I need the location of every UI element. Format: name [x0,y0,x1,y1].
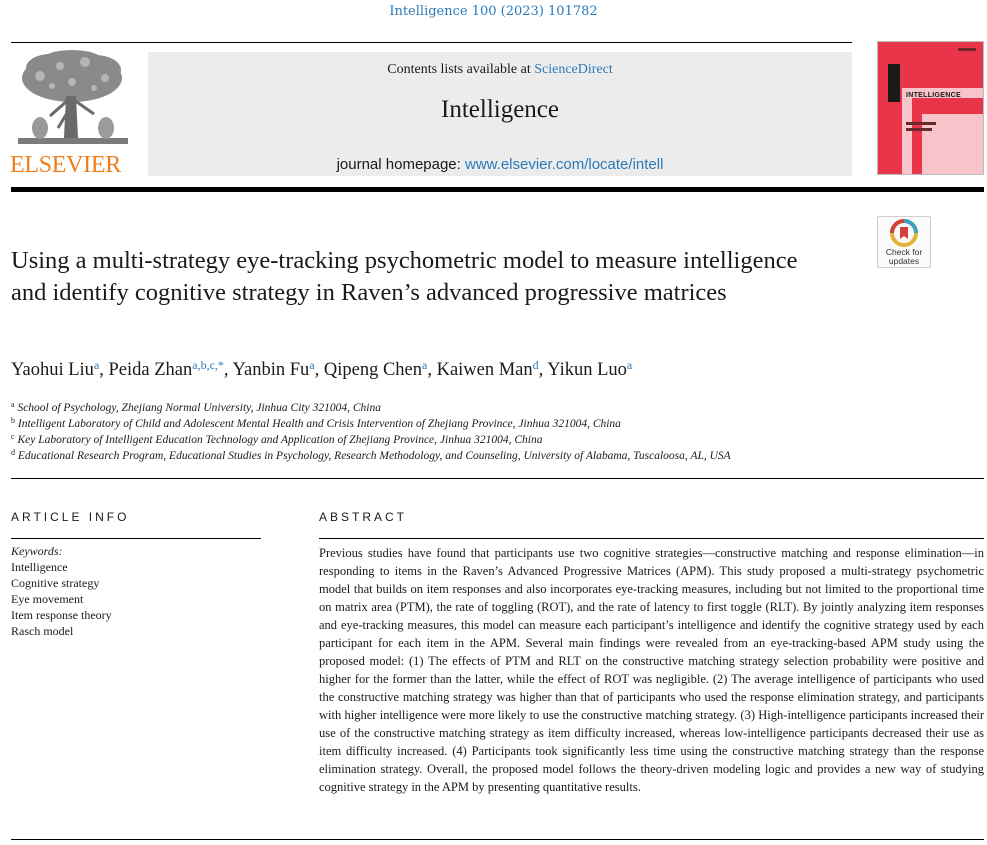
elsevier-tree-icon [10,48,135,152]
contents-prefix: Contents lists available at [387,62,531,77]
keyword: Intelligence [11,560,68,574]
author[interactable]: Yanbin Fu$^a$ [232,358,315,380]
crossmark-icon [878,217,930,249]
journal-header-box [148,52,852,176]
crossmark-label [878,248,930,266]
journal-citation[interactable]: Intelligence 100 (2023) 101782 [389,4,598,19]
keyword: Item response theory [11,608,112,622]
elsevier-wordmark: ELSEVIER [10,152,121,178]
abstract-text: Previous studies have found that participants use two cognitive strategies—constructive matching and response elimination—in responding to items in the Raven’s Advanced Progressive Matrices (APM). This study proposed a multi-strategy psychometric model that builds on item responses and also incorporates eye-tracking measures, including but not limited to the proportional time on matrix area (PTM), the rate of toggling (ROT), and the rate of latency to first toggle (RLT). By jointly analyzing item responses and eye-tracking measures, this model can measure each participant’s intelligence and identify the cognitive strategy used by each participant for each item in the APM. Several main findings were revealed from an eye-tracking-based APM study using the proposed model: (1) The effects of PTM and RLT on the constructive matching strategy selection probability were positive and higher for the former than the latter, while the effect of ROT was negligible. (2) The average intelligence of participants who used the constructive matching strategy was higher than that of participants who used the response elimination strategy, and participants with higher intelligence were more likely to use the constructive matching strategy. (3) High-intelligence participants increased their use of the constructive matching strategy as item difficulty increased, whereas low-intelligence participants decreased their use as item difficulty increased. (4) Participants took significantly less time using the constructive matching strategy than the response elimination strategy. Overall, the proposed model follows the theory-driven modeling logic and provides a new way of studying cognitive strategy in the APM by presenting quantitative results. [319,546,984,794]
author[interactable]: Yaohui Liu$^a$ [11,358,100,380]
keyword: Eye movement [11,592,84,606]
abstract-rule [319,538,984,539]
author[interactable]: Peida Zhan$^{a,b,c,*}$ [108,358,224,380]
header-top-rule [11,42,852,43]
bottom-rule [11,839,984,840]
abstract-heading: ABSTRACT [319,510,408,524]
crossmark-line2: updates [888,256,920,266]
keyword: Cognitive strategy [11,576,100,590]
article-info-heading: ARTICLE INFO [11,510,130,524]
affiliation: $^b$ Intelligent Laboratory of Child and Adolescent Mental Health and Crisis Intervention of Zhejiang Province, Jinhua 321004, China [11,416,621,430]
contents-line [148,62,852,78]
article-title: Using a multi-strategy eye-tracking psychometric model to measure intelligence and identify cognitive strategy in Raven’s advanced progressive matrices [11,247,798,306]
affiliation: $^c$ Key Laboratory of Intelligent Education Technology and Application of Zhejiang Province, Jinhua 321004, China [11,432,543,446]
homepage-link[interactable]: www.elsevier.com/locate/intell [465,156,664,173]
homepage-line [148,156,852,173]
article-info-rule [11,538,261,539]
journal-cover[interactable] [877,41,984,175]
cover-title: INTELLIGENCE [906,92,961,99]
header-thick-rule [11,187,984,192]
keywords-label: Keywords: [11,544,63,558]
sciencedirect-link[interactable]: ScienceDirect [534,62,613,77]
homepage-prefix: journal homepage: [336,156,461,173]
author[interactable]: Kaiwen Man$^d$ [436,358,539,380]
author[interactable]: Yikun Luo$^a$ [547,358,633,380]
author[interactable]: Qipeng Chen$^a$ [323,358,428,380]
journal-name: Intelligence [441,96,559,123]
crossmark-line1: Check for [885,247,923,257]
journal-cover-image [878,42,983,174]
author-list: Yaohui Liu$^a$, Peida Zhan$^{a,b,c,*}$, Yanbin Fu$^a$, Qipeng Chen$^a$, Kaiwen Man$^d$, Yikun Luo$^a$ [11,358,633,380]
check-for-updates-badge[interactable] [877,216,931,268]
affiliation-list [11,400,971,464]
section-divider [11,478,984,479]
elsevier-logo[interactable] [10,48,135,180]
affiliation: $^d$ Educational Research Program, Educational Studies in Psychology, Research Methodology, and Counseling, University of Alabama, Tuscaloosa, AL, USA [11,448,731,462]
keywords-block [11,543,261,639]
keyword: Rasch model [11,624,74,638]
affiliation: $^a$ School of Psychology, Zhejiang Normal University, Jinhua City 321004, China [11,400,381,414]
